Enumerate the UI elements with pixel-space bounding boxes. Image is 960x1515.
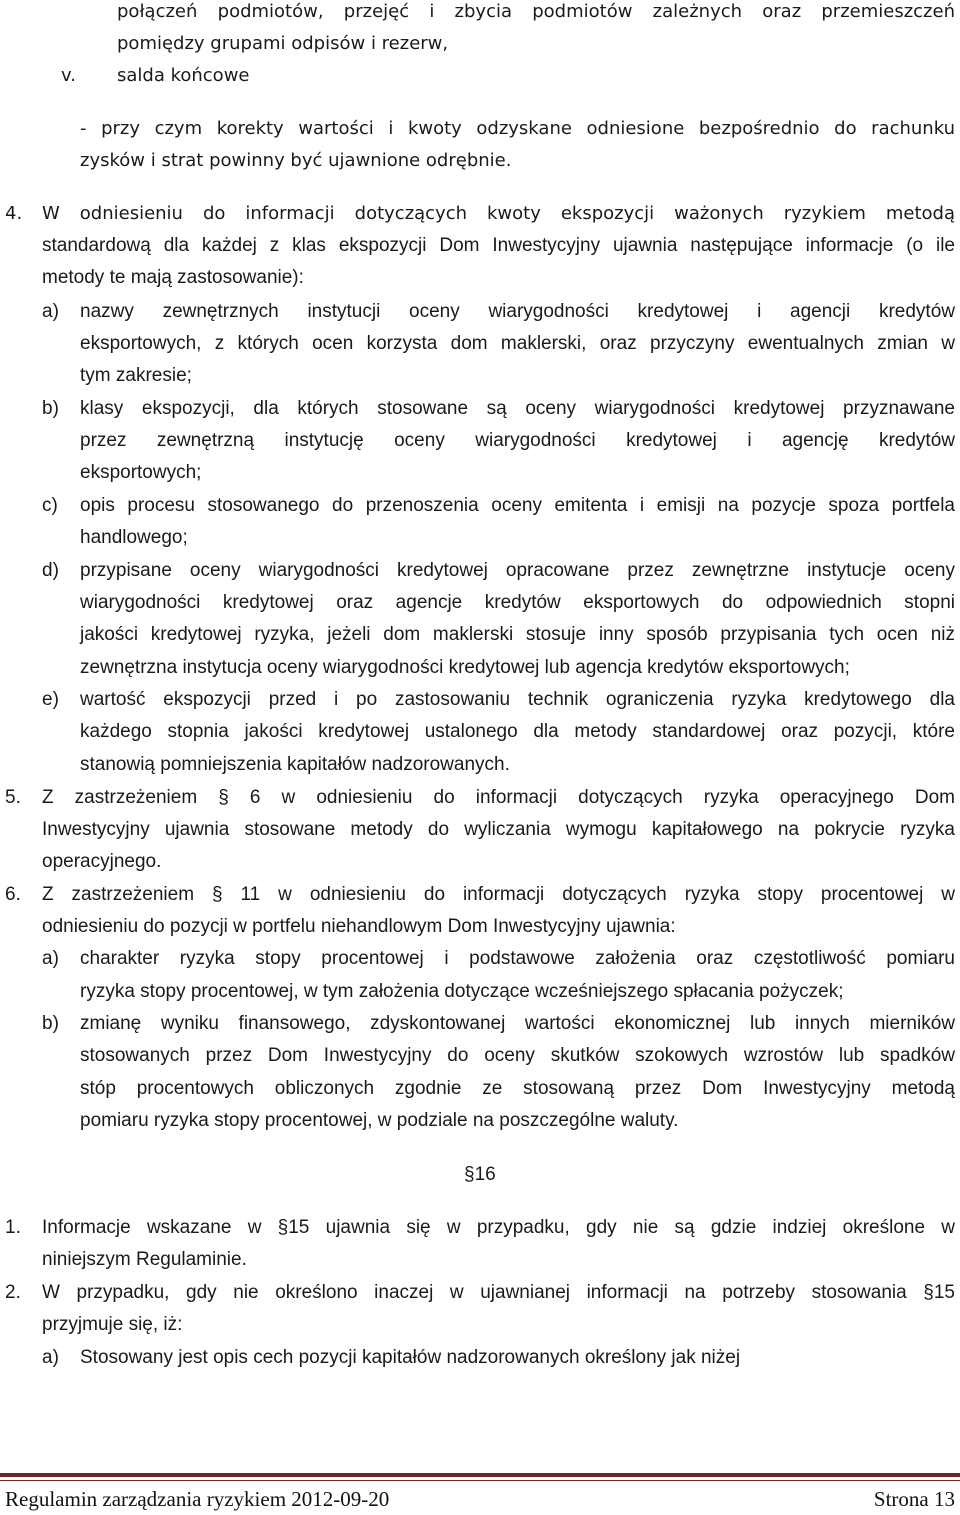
paragraph-line: niniejszym Regulaminie. [42,1249,247,1270]
list-marker: a) [42,1347,59,1368]
note-line: - przy czym korekty wartości i kwoty odzyskane odniesione bezpośrednio do rachunku [80,118,955,139]
paragraph-number: 4. [5,203,23,224]
list-item-line: jakości kredytowej ryzyka, jeżeli dom maklerski stosuje inny sposób przypisania tych ocen niż [80,624,955,645]
paragraph-line: W odniesieniu do informacji dotyczących kwoty ekspozycji ważonych ryzykiem metodą [42,203,955,224]
list-item-line: tym zakresie; [80,365,192,386]
paragraph-line: Z zastrzeżeniem § 6 w odniesieniu do informacji dotyczących ryzyka operacyjnego Dom [42,787,955,808]
list-item-line: przypisane oceny wiarygodności kredytowej opracowane przez zewnętrzne instytucje oceny [80,560,955,581]
list-item-line: zmianę wyniku finansowego, zdyskontowanej wartości ekonomicznej lub innych mierników [80,1013,955,1034]
paragraph-line: operacyjnego. [42,851,162,872]
list-item-text: salda końcowe [117,65,250,86]
paragraph-line: standardową dla każdej z klas ekspozycji Dom Inwestycyjny ujawnia następujące informacje (o ile [42,235,955,256]
paragraph-number: 5. [5,787,21,808]
list-item-line: stanowią pomniejszenia kapitałów nadzorowanych. [80,754,510,775]
list-marker: b) [42,398,59,419]
list-item-line: handlowego; [80,527,188,548]
list-item-line: zewnętrzna instytucja oceny wiarygodności kredytowej lub agencja kredytów eksportowych; [80,657,850,678]
list-marker: d) [42,560,59,581]
list-item-line: wartość ekspozycji przed i po zastosowaniu technik ograniczenia ryzyka kredytowego dla [80,689,955,710]
list-item-line: pomiaru ryzyka stopy procentowej, w podziale na poszczególne waluty. [80,1110,679,1131]
list-marker: c) [42,495,58,516]
list-marker: a) [42,948,59,969]
paragraph-line: przyjmuje się, iż: [42,1314,183,1335]
list-item-line: opis procesu stosowanego do przenoszenia oceny emitenta i emisji na pozycje spoza portfela [80,495,955,516]
footer-rule-thin [0,1480,960,1481]
note-line: zysków i strat powinny być ujawnione odrębnie. [80,150,512,171]
list-item-line: przez zewnętrzną instytucję oceny wiarygodności kredytowej i agencję kredytów [80,430,955,451]
paragraph-number: 6. [5,884,21,905]
section-heading: §16 [464,1164,496,1185]
list-item-line: wiarygodności kredytowej oraz agencje kredytów eksportowych do odpowiednich stopni [80,592,955,613]
paragraph-line: metody te mają zastosowanie): [42,267,304,288]
list-item-continuation-line: połączeń podmiotów, przejęć i zbycia podmiotów zależnych oraz przemieszczeń [117,1,955,22]
list-item-continuation-line: pomiędzy grupami odpisów i rezerw, [117,33,449,54]
paragraph-line: Inwestycyjny ujawnia stosowane metody do wyliczania wymogu kapitałowego na pokrycie ryzyka [42,819,955,840]
footer-page-number: Strona 13 [873,1487,955,1511]
footer-rule-thick [0,1473,960,1477]
list-item-line: eksportowych; [80,462,202,483]
list-marker: v. [61,65,76,86]
paragraph-line: W przypadku, gdy nie określono inaczej w ujawnianej informacji na potrzeby stosowania §15 [42,1282,955,1303]
list-marker: b) [42,1013,59,1034]
paragraph-line: odniesieniu do pozycji w portfelu niehandlowym Dom Inwestycyjny ujawnia: [42,916,676,937]
list-item-line: ryzyka stopy procentowej, w tym założenia dotyczące wcześniejszego spłacania pożyczek; [80,981,844,1002]
paragraph-number: 2. [5,1282,21,1303]
list-item-line: nazwy zewnętrznych instytucji oceny wiarygodności kredytowej i agencji kredytów [80,301,955,322]
paragraph-line: Z zastrzeżeniem § 11 w odniesieniu do informacji dotyczących ryzyka stopy procentowej w [42,884,955,905]
list-item-line: klasy ekspozycji, dla których stosowane są oceny wiarygodności kredytowej przyznawane [80,398,955,419]
list-item-line: każdego stopnia jakości kredytowej ustalonego dla metody standardowej oraz pozycji, które [80,721,955,742]
paragraph-line: Informacje wskazane w §15 ujawnia się w przypadku, gdy nie są gdzie indziej określone w [42,1217,955,1238]
list-item-line: eksportowych, z których ocen korzysta dom maklerski, oraz przyczyny ewentualnych zmian w [80,333,955,354]
list-item-line: stóp procentowych obliczonych zgodnie ze stosowaną przez Dom Inwestycyjny metodą [80,1078,955,1099]
paragraph-number: 1. [5,1217,21,1238]
list-marker: a) [42,301,59,322]
footer-document-title: Regulamin zarządzania ryzykiem 2012-09-20 [5,1487,390,1511]
list-item-line: Stosowany jest opis cech pozycji kapitałów nadzorowanych określony jak niżej [80,1347,741,1368]
list-item-line: charakter ryzyka stopy procentowej i podstawowe założenia oraz częstotliwość pomiaru [80,948,955,969]
list-item-line: stosowanych przez Dom Inwestycyjny do oceny skutków szokowych wzrostów lub spadków [80,1045,955,1066]
list-marker: e) [42,689,59,710]
